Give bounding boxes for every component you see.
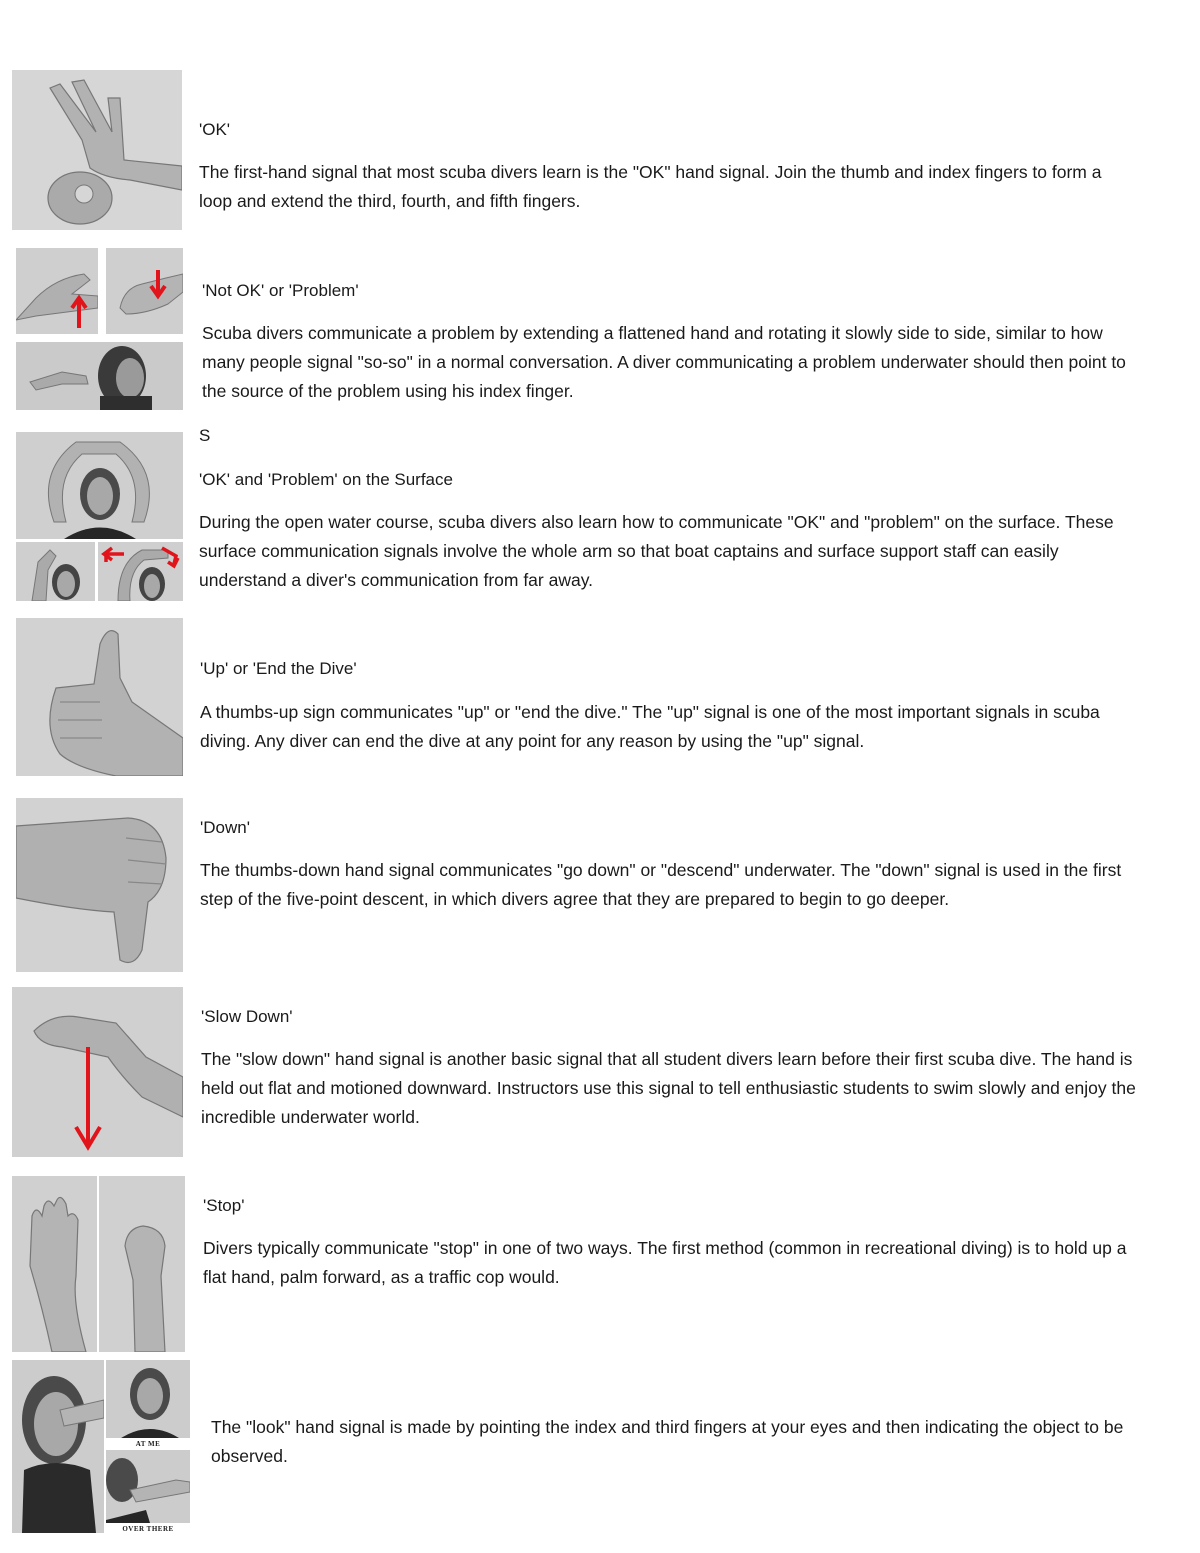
stop-photo-fist (99, 1176, 185, 1352)
section-text: The thumbs-down hand signal communicates "go down" or "descend" underwater. The "down" signal is used in the first step of the five-point descent, in which divers agree that they are prepared to begin to go deeper. (200, 860, 1122, 909)
ok-signal-photo (12, 70, 182, 230)
surface-problem-photo-left (16, 542, 95, 601)
section-title: 'Stop' (203, 1196, 245, 1215)
thumbs-up-photo (16, 618, 183, 776)
section-title: 'Up' or 'End the Dive' (200, 659, 357, 678)
not-ok-photo-diver-pointing (16, 342, 183, 410)
stray-character: S (199, 426, 211, 445)
section-text: A thumbs-up sign communicates "up" or "end the dive." The "up" signal is one of the most important signals in scuba diving. Any diver can end the dive at any point for any reason by using the "up" signal. (200, 702, 1100, 751)
not-ok-photo-hand-left (16, 248, 98, 334)
caption-over-there: OVER THERE (122, 1525, 174, 1533)
section-text: The "look" hand signal is made by pointing the index and third fingers at your eyes and then indicating the object to be observed. (211, 1417, 1124, 1466)
section-text: The first-hand signal that most scuba divers learn is the "OK" hand signal. Join the thumb and index fingers to form a loop and extend the third, fourth, and fifth fingers. (199, 162, 1102, 211)
slow-down-photo (12, 987, 183, 1157)
section-title: 'OK' and 'Problem' on the Surface (199, 470, 453, 489)
look-photo-diver-eyes (12, 1360, 104, 1533)
not-ok-photo-hand-right (106, 248, 183, 334)
caption-at-me: AT ME (135, 1440, 161, 1448)
section-title: 'Not OK' or 'Problem' (202, 281, 359, 300)
section-text: During the open water course, scuba divers also learn how to communicate "OK" and "problem" on the surface. These surface communication signals involve the whole arm so that boat captains and surface support staff can easily understand a diver's communication from far away. (199, 512, 1114, 590)
stop-photo-flat-hand (12, 1176, 97, 1352)
look-photo-over-there (106, 1450, 190, 1533)
thumbs-down-photo (16, 798, 183, 972)
section-title: 'OK' (199, 120, 231, 139)
surface-ok-photo (16, 432, 183, 539)
section-title: 'Down' (200, 818, 250, 837)
section-text: Divers typically communicate "stop" in one of two ways. The first method (common in recreational diving) is to hold up a flat hand, palm forward, as a traffic cop would. (203, 1238, 1127, 1287)
section-text: The "slow down" hand signal is another basic signal that all student divers learn before their first scuba dive. The hand is held out flat and motioned downward. Instructors use this signal to tell enthusiastic students to swim slowly and enjoy the incredible underwater world. (201, 1049, 1136, 1127)
section-text: Scuba divers communicate a problem by extending a flattened hand and rotating it slowly side to side, similar to how many people signal "so-so" in a normal conversation. A diver communicating a problem underwater should then point to the source of the problem using his index finger. (202, 323, 1126, 401)
look-photo-at-me (106, 1360, 190, 1448)
surface-problem-photo-right (98, 542, 183, 601)
section-title: 'Slow Down' (201, 1007, 293, 1026)
